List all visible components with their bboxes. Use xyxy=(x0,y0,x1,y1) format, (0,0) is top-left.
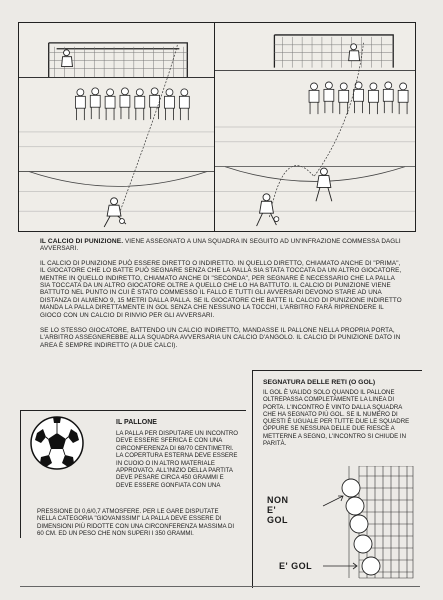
free-kick-paragraph-2: SE LO STESSO GIOCATORE, BATTENDO UN CALCIO INDIRETTO, MANDASSE IL PALLONE NELLA PROPRIA PORTA, L'ARBITRO ASSEGNEREBBE ALLA SQUADRA AVVERSARIA UN CALCIO D'ANGOLO. IL CALCIO DI PUNIZIONE DATO IN AREA È SEMPRE INDIRETTO (A DUE CALCI). xyxy=(40,327,401,349)
footer-divider xyxy=(20,586,420,587)
free-kick-illustration-right xyxy=(214,22,416,232)
not-goal-label-line-2: E' xyxy=(267,505,277,515)
ball-title: IL PALLONE xyxy=(116,419,157,426)
ball-text-continued: PRESSIONE DI 0,6/0,7 ATMOSFERE. PER LE GARE DISPUTATE NELLA CATEGORIA "GIOVANISSIMI" LA PALLA DEVE ESSERE DI DIMENSIONI PIÙ RIDOTTE CON UNA CIRCONFERENZA MASSIMA DI 60 CM. ED UN PESO CHE NON SUPERI I 350 GRAMMI. xyxy=(37,508,235,538)
goal-label: E' GOL xyxy=(279,561,313,571)
scoring-title: SEGNATURA DELLE RETI (O GOL) xyxy=(263,379,376,386)
scoring-section xyxy=(252,370,422,588)
ball-text: LA PALLA PER DISPUTARE UN INCONTRO DEVE ESSERE SFERICA E CON UNA CIRCONFERENZA DI 68/70 CENTIMETRI. LA COPERTURA ESTERNA DEVE ESSERE IN CUOIO O IN ALTRO MATERIALE APPROVATO. ALL'INIZIO DELLA PARTITA DEVE PESARE CIRCA 450 GRAMMI E DEVE ESSERE GONFIATA CON UNA xyxy=(116,430,239,489)
free-kick-intro-text: VIENE ASSEGNATO A UNA SQUADRA IN SEGUITO AD UN'INFRAZIONE COMMESSA DAGLI AVVERSARI. xyxy=(40,238,401,253)
ball-section xyxy=(20,410,246,538)
goal-scene-drawing-2 xyxy=(215,23,415,231)
free-kick-intro xyxy=(40,238,406,253)
free-kick-title: IL CALCIO DI PUNIZIONE. xyxy=(40,238,124,245)
not-goal-label-line-1: NON xyxy=(267,495,289,505)
free-kick-illustration-left xyxy=(18,22,218,232)
not-goal-label xyxy=(267,495,289,525)
football-icon xyxy=(29,415,85,471)
free-kick-paragraph-1: IL CALCIO DI PUNIZIONE PUÒ ESSERE DIRETTO O INDIRETTO. IN QUELLO DIRETTO, CHIAMATO ANCHE DI "PRIMA", IL GIOCATORE CHE LO BATTE PUÒ SEGNARE SENZA CHE LA PALLA SIA STATA TOCCATA DA UN ALTRO GIOCATORE, MENTRE IN QUELLO INDIRETTO, CHIAMATO ANCHE DI "SECONDA", PER SEGNARE È NECESSARIO CHE LA PALLA SIA TOCCATA DA UN ALTRO GIOCATORE OLTRE A QUELLO CHE LO HA BATTUTO. IL CALCIO DI PUNIZIONE VIENE BATTUTO NEL PUNTO IN CUI È STATO COMMESSO IL FALLO E TUTTI GLI AVVERSARI DEVONO STARE AD UNA DISTANZA DI ALMENO 9, 15 METRI DALLA PALLA. SE IL GIOCATORE CHE BATTE IL CALCIO DI PUNIZIONE INDIRETTO MANDA LA PALLA DIRETTAMENTE IN GOL SENZA CHE NESSUNO LA TOCCHI, L'ARBITRO FARÀ RIPRENDERE IL GIOCO CON UN CALCIO DI RINVIO PER GLI AVVERSARI. xyxy=(40,259,402,319)
not-goal-label-line-3: GOL xyxy=(267,515,288,525)
goal-scene-drawing-1 xyxy=(19,23,217,231)
scoring-text: IL GOL È VALIDO SOLO QUANDO IL PALLONE OLTREPASSA COMPLETAMENTE LA LINEA DI PORTA. L'INCONTRO È VINTO DALLA SQUADRA CHE HA SEGNATO PIÙ GOL. SE IL NUMERO DI QUESTI È UGUALE PER TUTTE DUE LE SQUADRE OPPURE SE NESSUNA DELLE DUE RIESCE A METTERNE A SEGNO, L'INCONTRO SI CHIUDE IN PARITÀ. xyxy=(263,389,410,448)
free-kick-section xyxy=(40,238,406,352)
